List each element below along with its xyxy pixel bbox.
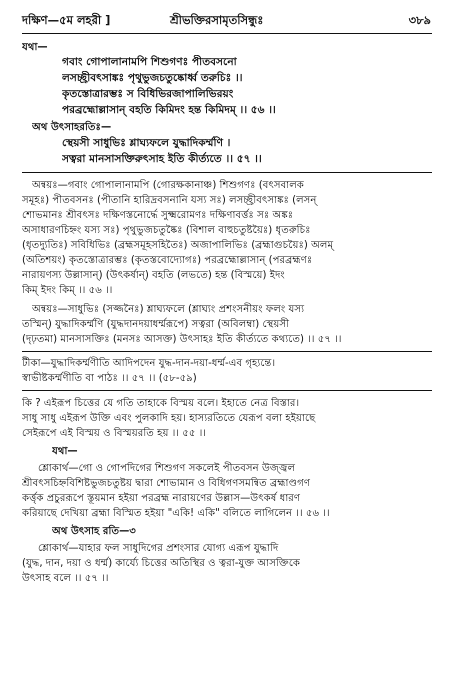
translation-line: কর্ত্তৃক প্রচুররূপে স্তূয়মান হইয়া পরব্রহ্ম নারায়ণের উল্লাস—উৎকর্ষ ধারণ [22, 493, 301, 504]
commentary-line: শোভমানঃ শ্রীবৎসঃ দক্ষিণস্তনোর্দ্ধে সুক্ষ্মরোমণঃ দক্ষিণাবর্ত্তঃ সঃ অঙ্কঃ [22, 210, 294, 221]
verse-intro: যথা— [22, 42, 48, 53]
translation-line: উৎসাহ বলে ।। ৫৭ ।। [22, 573, 109, 584]
verse-line: স্থেয়সী সাধুভিঃ শ্লাঘ্যফলে যুদ্ধাদিকর্ম্মণি । [62, 137, 231, 149]
translation-heading: যথা— [52, 446, 78, 457]
translation-line: শ্রীবৎসচিহ্নবিশিষ্টভুজচতুষ্টয় দ্বারা শোভামান ও বিধিগণসমন্বিত ব্রহ্মাণ্ডগণ [22, 478, 310, 489]
tika-line: স্বাভীষ্টকর্ম্মণীতি বা পাঠঃ ।। ৫৭ ।। (৫৮-৫৯) [22, 373, 197, 384]
commentary-line: অসাধারণচিহ্নং যস্য সঃ) পৃথুভুজচতুষ্কৈঃ (বিশাল বাহুচতুষ্টয়ৈঃ) ধৃতরুচিঃ [22, 225, 311, 236]
commentary-line: (ধৃতদ্যুতিঃ) সবিধিভিঃ (ব্রহ্মসমূহসহিতৈঃ) অজাপালিভিঃ (ব্রহ্মাগুচয়ৈঃ) অলম্ [22, 240, 334, 251]
commentary-line: অন্বয়ঃ—সাধুভিঃ (সজ্জনৈঃ) শ্লাঘ্যফলে (শ্লাঘ্যং প্রশংসনীয়ং ফলং যস্য [32, 304, 305, 315]
page-header [0, 0, 449, 32]
section-rule [22, 351, 432, 352]
commentary-line: অন্বয়ঃ—গবাং গোপালানামপি (গোরক্ষকানাঞ্চ) শিশুগণঃ (বৎসবালক [32, 180, 304, 191]
translation-line: করিয়াছে দেখিয়া ব্রহ্মা বিস্মিত হইয়া "একি! একি" বলিতে লাগিলেন ।। ৫৬ ।। [22, 508, 330, 519]
translation-line: শ্লোকার্থ—গো ও গোপদিগের শিশুগণ সকলেই পীতবসন উজ্জ্বল [38, 463, 296, 474]
section-rule [22, 172, 432, 173]
header-chapter: দক্ষিণ—৫ম লহরী ] [22, 13, 111, 27]
translation-line: সাধু সাধু এইরূপ উক্তি এবং পুলকাদি হয়। হাস্যরতিতে যেরূপ বলা হইয়াছে [22, 413, 316, 424]
header-book-title: শ্রীভক্তিরসামৃতসিন্ধুঃ [170, 13, 264, 27]
commentary-line: নারায়ণস্য উল্লাসান্) (উৎকর্ষান্) বহতি (লভতে) হন্ত (বিস্ময়ে) ইদং [22, 270, 285, 281]
commentary-line: (অতিশয়ং) কৃতস্তোত্রারম্ভঃ (কৃতস্তবোদ্যোগঃ) পরব্রহ্মোল্লাসান্ (পরব্রহ্মণঃ [22, 255, 313, 266]
verse-line: লসচ্ছ্রীবৎসাঙ্কঃ পৃথুভুজচতুষ্কোর্ধ্ব তরুচিঃ ।। [62, 72, 243, 84]
translation-line: সেইরূপে এই বিস্ময় ও বিস্ময়রতি হয় ।। ৫৫ ।। [22, 428, 206, 439]
translation-heading: অথ উৎসাহ রতি—৩ [52, 526, 136, 537]
header-page-number: ৩৮৯ [408, 13, 431, 27]
translation-line: (যুদ্ধ, দান, দয়া ও ধর্ম্ম) কার্য্যে চিত্তের অতিস্থির ও ত্বরা-যুক্ত আসক্তিকে [22, 558, 301, 569]
commentary-line: (দৃঢ়তমা) মানসাসক্তিঃ (মনসঃ আসক্ত) উৎসাহঃ ইতি কীর্ত্যতে কথ্যতে) ।। ৫৭ ।। [22, 334, 342, 345]
translation-line: কি ? এইরূপ চিত্তের যে গতি তাহাকে বিস্ময় বলে। ইহাতে নেত্র বিস্তার। [22, 398, 300, 409]
tika-line: টীকা—যুদ্ধাদিকর্ম্মণীতি আদিপদেন যুদ্ধ-দান-দয়া-ধর্ম্ম-এব গৃহ্যন্তে। [22, 358, 276, 369]
header-rule [22, 33, 432, 34]
section-heading: অথ উৎসাহরতিঃ— [32, 122, 112, 133]
verse-line: কৃতস্তোত্রারম্ভঃ স বিধিভিরজাপালিভিরয়ং [62, 88, 234, 100]
verse-line: গবাং গোপালানামপি শিশুগণঃ পীতবসনো [62, 56, 237, 68]
verse-line: সত্বরা মানসাসক্তিরুৎসাহ ইতি কীর্ত্যতে ।। ৫৭ ।। [62, 153, 262, 165]
verse-line: পরব্রহ্মোল্লাসান্ বহতি কিমিদং হন্ত কিমিদম্ ।। ৫৬ ।। [62, 104, 276, 116]
section-rule [22, 390, 432, 391]
commentary-line: তস্মিন্) যুদ্ধাদিকর্ম্মণি (যুদ্ধদানদয়াধর্ম্মরূপে) সত্বরা (অবিলম্বা) স্থেয়সী [22, 319, 290, 330]
commentary-line: কিম্ ইদং কিম্ ।। ৫৬ ।। [22, 285, 113, 296]
translation-line: শ্লোকার্থ—যাহার ফল সাধুদিগের প্রশংসার যোগ্য এরূপ যুদ্ধাদি [38, 543, 279, 554]
commentary-line: সমূহঃ) পীতবসনঃ (পীতানি হারিদ্রবসনানি যস্য সঃ) লসচ্ছ্রীবৎসাঙ্কঃ (লসন্ [22, 195, 317, 206]
